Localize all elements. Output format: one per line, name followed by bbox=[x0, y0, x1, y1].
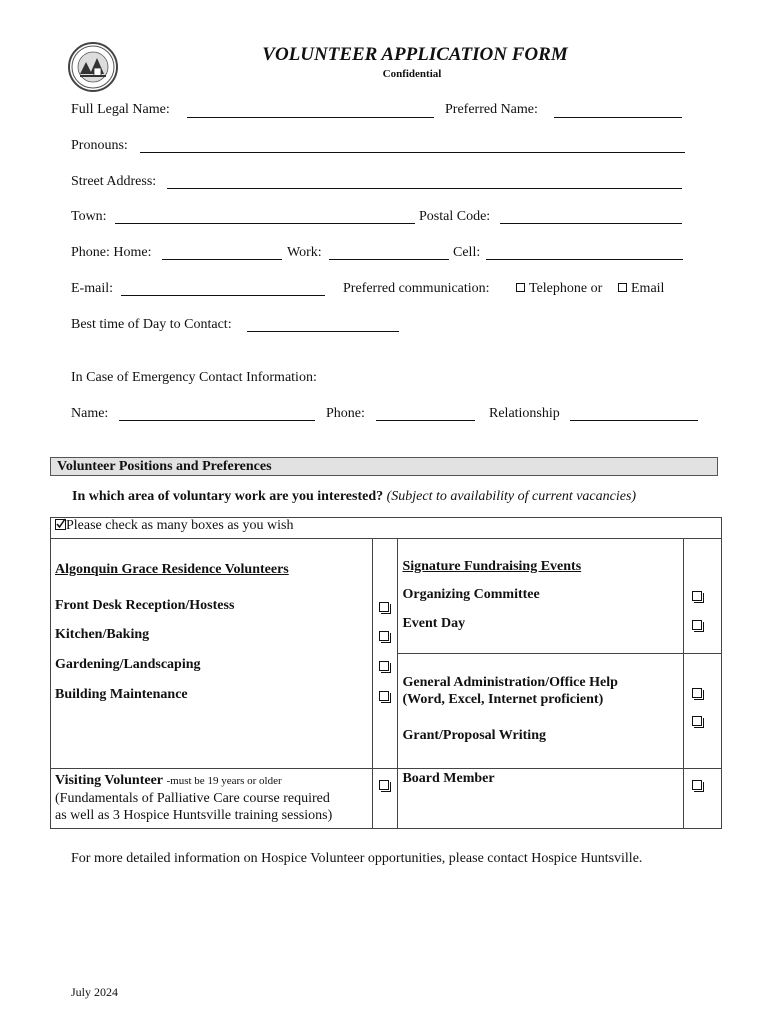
visiting-title-line bbox=[55, 773, 282, 789]
board-member-label: Board Member bbox=[402, 771, 495, 786]
fundraising-cell bbox=[398, 539, 684, 769]
best-time-label: Best time of Day to Contact: bbox=[71, 317, 232, 332]
phone-cell-field[interactable] bbox=[486, 259, 683, 260]
email-field[interactable] bbox=[121, 295, 325, 296]
preferred-name-field[interactable] bbox=[554, 117, 682, 118]
maintenance-label: Building Maintenance bbox=[55, 687, 188, 702]
footer-info: For more detailed information on Hospice Volunteer opportunities, please contact Hospice Huntsville. bbox=[71, 851, 643, 866]
board-checkbox-cell bbox=[684, 769, 722, 829]
maintenance-checkbox[interactable] bbox=[379, 691, 389, 701]
telephone-checkbox[interactable] bbox=[516, 283, 525, 292]
residence-heading: Algonquin Grace Residence Volunteers bbox=[55, 562, 289, 577]
positions-table bbox=[50, 517, 722, 829]
telephone-option-label: Telephone or bbox=[529, 281, 603, 296]
phone-work-label: Work: bbox=[287, 245, 322, 260]
best-time-field[interactable] bbox=[247, 331, 399, 332]
check-prompt: Please check as many boxes as you wish bbox=[66, 518, 294, 533]
fundraising-checkbox-cell bbox=[684, 539, 722, 769]
kitchen-checkbox[interactable] bbox=[379, 631, 389, 641]
visiting-desc-1: (Fundamentals of Palliative Care course required bbox=[55, 791, 330, 806]
street-address-field[interactable] bbox=[167, 188, 682, 189]
street-address-label: Street Address: bbox=[71, 174, 157, 189]
emergency-phone-field[interactable] bbox=[376, 420, 475, 421]
form-title: VOLUNTEER APPLICATION FORM bbox=[262, 44, 568, 65]
organizing-committee-checkbox[interactable] bbox=[692, 591, 702, 601]
email-label: E-mail: bbox=[71, 281, 113, 296]
fundraising-block bbox=[398, 539, 683, 654]
residence-cell bbox=[51, 539, 373, 769]
pronouns-field[interactable] bbox=[140, 152, 685, 153]
phone-home-field[interactable] bbox=[162, 259, 282, 260]
front-desk-checkbox[interactable] bbox=[379, 602, 389, 612]
visiting-note: -must be 19 years or older bbox=[166, 775, 282, 787]
emergency-name-field[interactable] bbox=[119, 420, 315, 421]
check-prompt-row bbox=[51, 518, 722, 539]
email-option[interactable] bbox=[618, 281, 664, 297]
preferred-name-label: Preferred Name: bbox=[445, 102, 538, 117]
full-legal-name-field[interactable] bbox=[187, 117, 434, 118]
phone-work-field[interactable] bbox=[329, 259, 449, 260]
preferred-communication-label: Preferred communication: bbox=[343, 281, 490, 296]
visiting-checkbox[interactable] bbox=[379, 780, 389, 790]
admin-label-line2: (Word, Excel, Internet proficient) bbox=[402, 692, 604, 707]
kitchen-label: Kitchen/Baking bbox=[55, 627, 150, 642]
email-checkbox[interactable] bbox=[618, 283, 627, 292]
grant-writing-checkbox[interactable] bbox=[692, 716, 702, 726]
positions-section-title: Volunteer Positions and Preferences bbox=[50, 457, 718, 476]
admin-checkbox[interactable] bbox=[692, 688, 702, 698]
organizing-committee-label: Organizing Committee bbox=[402, 587, 540, 602]
form-subtitle: Confidential bbox=[382, 68, 442, 80]
residence-checkbox-cell bbox=[372, 539, 398, 769]
email-option-label: Email bbox=[631, 281, 665, 296]
phone-home-label: Phone: Home: bbox=[71, 245, 152, 260]
event-day-checkbox[interactable] bbox=[692, 620, 702, 630]
admin-label-line1: General Administration/Office Help bbox=[402, 675, 618, 690]
grant-writing-label: Grant/Proposal Writing bbox=[402, 728, 546, 743]
checked-box-icon bbox=[55, 519, 66, 530]
postal-code-field[interactable] bbox=[500, 223, 682, 224]
visiting-title: Visiting Volunteer bbox=[55, 773, 163, 788]
emergency-relationship-label: Relationship bbox=[489, 406, 560, 421]
front-desk-label: Front Desk Reception/Hostess bbox=[55, 598, 235, 613]
question-note: (Subject to availability of current vacancies) bbox=[386, 489, 637, 504]
board-member-checkbox[interactable] bbox=[692, 780, 702, 790]
positions-question bbox=[72, 489, 636, 505]
town-field[interactable] bbox=[115, 223, 415, 224]
footer-date: July 2024 bbox=[71, 985, 119, 999]
emergency-relationship-field[interactable] bbox=[570, 420, 698, 421]
board-cell bbox=[398, 769, 684, 829]
gardening-checkbox[interactable] bbox=[379, 661, 389, 671]
town-label: Town: bbox=[71, 209, 107, 224]
visiting-checkbox-cell bbox=[372, 769, 398, 829]
postal-code-label: Postal Code: bbox=[419, 209, 491, 224]
emergency-phone-label: Phone: bbox=[326, 406, 365, 421]
emergency-name-label: Name: bbox=[71, 406, 109, 421]
fundraising-heading: Signature Fundraising Events bbox=[402, 559, 582, 574]
gardening-label: Gardening/Landscaping bbox=[55, 657, 201, 672]
pronouns-label: Pronouns: bbox=[71, 138, 128, 153]
visiting-cell bbox=[51, 769, 373, 829]
phone-cell-label: Cell: bbox=[453, 245, 481, 260]
full-legal-name-label: Full Legal Name: bbox=[71, 102, 170, 117]
visiting-desc-2: as well as 3 Hospice Huntsville training sessions) bbox=[55, 808, 333, 823]
emergency-heading: In Case of Emergency Contact Information: bbox=[71, 370, 317, 385]
telephone-option[interactable] bbox=[516, 281, 602, 297]
question-text: In which area of voluntary work are you interested? bbox=[72, 489, 384, 504]
event-day-label: Event Day bbox=[402, 616, 466, 631]
